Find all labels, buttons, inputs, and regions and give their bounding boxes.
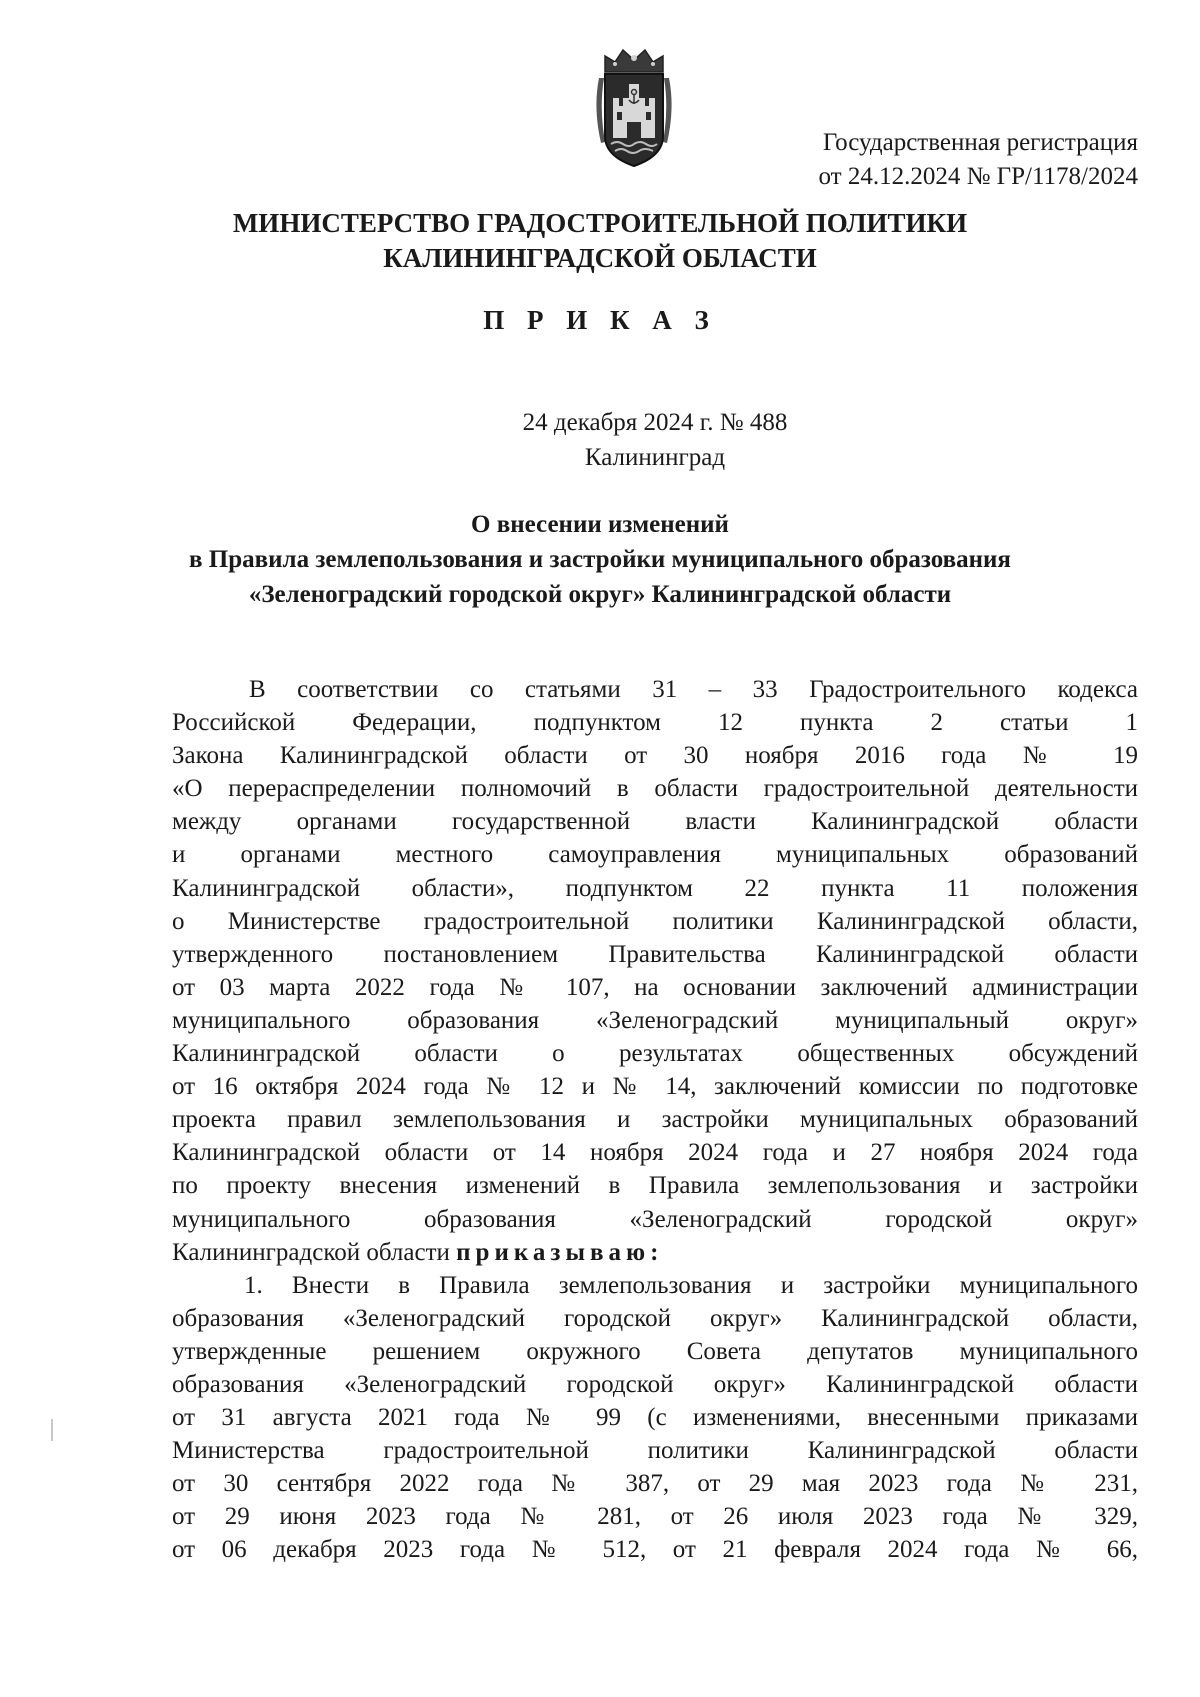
body-line: «О перераспределении полномочий в области градостроительной деятельности: [172, 775, 1138, 803]
ministry-line-1: МИНИСТЕРСТВО ГРАДОСТРОИТЕЛЬНОЙ ПОЛИТИКИ: [232, 208, 968, 238]
ministry-line-2: КАЛИНИНГРАДСКОЙ ОБЛАСТИ: [383, 243, 817, 273]
body-line: Калининградской области о результатах общественных обсуждений: [172, 1040, 1138, 1068]
item-line: Министерства градостроительной политики Калининградской области: [172, 1437, 1138, 1465]
ministry-name: [0, 206, 1200, 276]
body-line: проекта правил землепользования и застройки муниципальных образований: [172, 1106, 1138, 1134]
item-line: от 30 сентября 2022 года № 387, от 29 мая 2023 года № 231,: [172, 1470, 1138, 1498]
order-lead-text: Калининградской области: [172, 1238, 450, 1266]
item-line: образования «Зеленоградский городской округ» Калининградской области,: [172, 1304, 1138, 1332]
item-line: от 06 декабря 2023 года № 512, от 21 февраля 2024 года № 66,: [172, 1536, 1138, 1564]
subject-line-3: «Зеленоградский городской округ» Калининградской области: [248, 581, 952, 608]
body-line: между органами государственной власти Калининградской области: [172, 808, 1138, 836]
subject-line-2: в Правила землепользования и застройки муниципального образования: [189, 546, 1011, 573]
state-registration-stamp: [718, 126, 1138, 194]
item-line: утвержденные решением окружного Совета депутатов муниципального: [172, 1337, 1138, 1365]
date-and-place: [0, 405, 1200, 475]
body-line: и органами местного самоуправления муниципальных образований: [172, 841, 1138, 869]
item-line: образования «Зеленоградский городской округ» Калининградской области: [172, 1370, 1138, 1398]
order-directive-line: [172, 1236, 1138, 1269]
item-line: 1. Внести в Правила землепользования и застройки муниципального: [244, 1271, 1138, 1299]
body-line: муниципального образования «Зеленоградский муниципальный округ»: [172, 1006, 1138, 1034]
document-type-title: П Р И К А З: [483, 305, 717, 335]
order-date-number: 24 декабря 2024 г. № 488: [522, 409, 788, 436]
scan-margin-mark: [51, 1419, 53, 1441]
body-line: от 03 марта 2022 года № 107, на основании заключений администрации: [172, 973, 1138, 1001]
body-line: В соответствии со статьями 31 – 33 Градостроительного кодекса: [249, 676, 1138, 703]
body-line: Калининградской области», подпунктом 22 пункта 11 положения: [172, 874, 1138, 902]
subject-line-1: О внесении изменений: [471, 511, 729, 538]
body-line: Закона Калининградской области от 30 ноября 2016 года № 19: [172, 742, 1138, 770]
coat-of-arms-emblem: [591, 48, 677, 170]
body-line: Российской Федерации, подпунктом 12 пункта 2 статьи 1: [172, 709, 1138, 737]
order-keyword: приказываю:: [456, 1238, 664, 1266]
order-subject-heading: [0, 507, 1200, 612]
body-line: муниципального образования «Зеленоградский городской округ»: [172, 1205, 1138, 1233]
registration-line-1: Государственная регистрация: [822, 129, 1138, 156]
item-line: от 31 августа 2021 года № 99 (с изменениями, внесенными приказами: [172, 1404, 1138, 1432]
registration-line-2: от 24.12.2024 № ГР/1178/2024: [818, 163, 1138, 190]
body-line: Калининградской области от 14 ноября 2024 года и 27 ноября 2024 года: [172, 1139, 1138, 1167]
body-line: о Министерстве градостроительной политики Калининградской области,: [172, 907, 1138, 935]
order-city: Калининград: [584, 444, 726, 471]
body-line: утвержденного постановлением Правительства Калининградской области: [172, 940, 1138, 968]
order-body: [172, 673, 1138, 1567]
body-line: по проекту внесения изменений в Правила землепользования и застройки: [172, 1172, 1138, 1200]
body-line: от 16 октября 2024 года № 12 и № 14, заключений комиссии по подготовке: [172, 1073, 1138, 1101]
item-line: от 29 июня 2023 года № 281, от 26 июля 2023 года № 329,: [172, 1503, 1138, 1531]
